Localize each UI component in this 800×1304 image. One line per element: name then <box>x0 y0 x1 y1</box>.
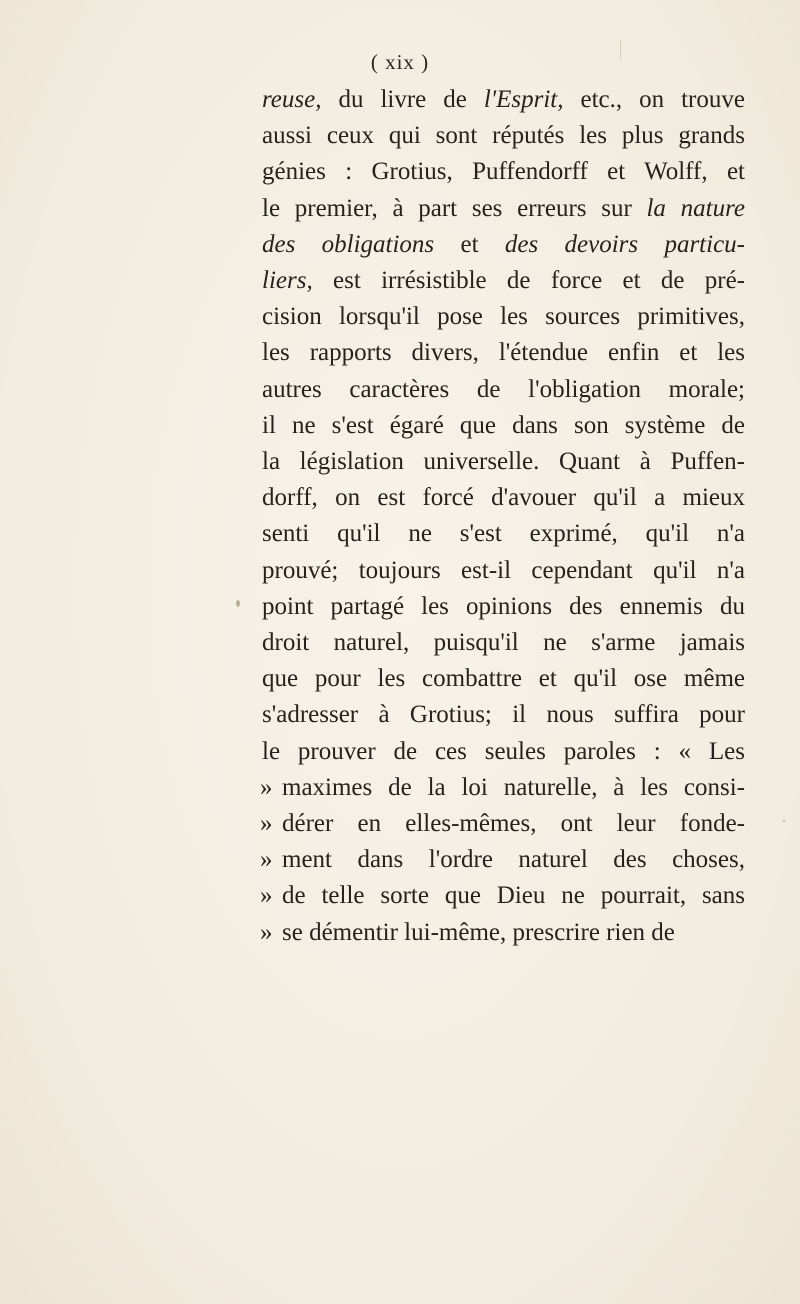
text-run: que pour les combattre et qu'il ose même <box>262 665 745 693</box>
text-line <box>262 625 745 661</box>
text-line <box>262 697 745 733</box>
text-line <box>262 842 745 878</box>
text-line <box>262 408 745 444</box>
text-run: senti qu'il ne s'est exprimé, qu'il n'a <box>262 520 745 548</box>
text-run: cision lorsqu'il pose les sources primitives, <box>262 303 745 331</box>
text-line <box>262 227 745 263</box>
text-line <box>262 661 745 697</box>
text-line <box>262 770 745 806</box>
text-run: autres caractères de l'obligation morale; <box>262 375 745 403</box>
text-line <box>262 444 745 480</box>
text-run: prouvé; toujours est-il cependant qu'il n'a <box>262 556 745 584</box>
text-run: est irrésistible de force et de pré- <box>312 267 745 295</box>
text-line <box>262 191 745 227</box>
text-line <box>262 299 745 335</box>
text-run: aussi ceux qui sont réputés les plus grands <box>262 122 745 150</box>
text-run: le premier, à part ses erreurs sur <box>262 194 647 222</box>
italic-text: la nature <box>646 194 745 222</box>
quote-mark: » <box>260 882 273 910</box>
ink-speck <box>620 40 621 60</box>
text-run: et <box>434 230 505 258</box>
text-line <box>262 806 745 842</box>
text-line <box>262 516 745 552</box>
text-run: ment dans l'ordre naturel des choses, <box>282 846 745 874</box>
text-run: les rapports divers, l'étendue enfin et les <box>262 339 745 367</box>
text-line <box>262 589 745 625</box>
text-run: dérer en elles-mêmes, ont leur fonde- <box>282 810 745 838</box>
ink-speck <box>236 600 240 607</box>
text-run: génies : Grotius, Puffendorff et Wolff, et <box>262 158 745 186</box>
text-line <box>262 480 745 516</box>
text-line <box>262 878 745 914</box>
text-line <box>262 372 745 408</box>
text-line <box>262 734 745 770</box>
text-run: droit naturel, puisqu'il ne s'arme jamais <box>262 629 745 657</box>
text-line <box>262 154 745 190</box>
italic-text: liers, <box>262 267 313 295</box>
text-run: se démentir lui-même, prescrire rien de <box>282 918 675 946</box>
text-line <box>262 915 745 951</box>
italic-text: des obligations <box>262 230 435 258</box>
text-run: le prouver de ces seules paroles : « Les <box>262 737 745 765</box>
italic-text: l'Esprit, <box>483 86 564 113</box>
text-run: s'adresser à Grotius; il nous suffira pour <box>262 701 745 729</box>
ink-speck <box>783 820 785 822</box>
text-run: maximes de la loi naturelle, à les consi- <box>282 773 745 801</box>
page-number: ( xix ) <box>370 50 430 74</box>
text-run: dorff, on est forcé d'avouer qu'il a mieux <box>262 484 745 512</box>
quote-mark: » <box>260 810 273 838</box>
text-line <box>262 118 745 154</box>
text-run: la législation universelle. Quant à Puffen- <box>262 448 745 476</box>
text-run: point partagé les opinions des ennemis du <box>262 592 745 620</box>
quote-mark: » <box>260 918 273 946</box>
text-line <box>262 82 745 118</box>
body-text <box>262 82 800 951</box>
text-line <box>262 553 745 589</box>
italic-text: des devoirs particu- <box>504 230 745 258</box>
text-run: de telle sorte que Dieu ne pourrait, sans <box>282 882 745 910</box>
text-run: etc., on trouve <box>563 86 745 113</box>
text-line <box>262 263 745 299</box>
quote-mark: » <box>260 846 273 874</box>
text-line <box>262 335 745 371</box>
italic-text: reuse, <box>262 86 322 113</box>
quote-mark: » <box>260 773 273 801</box>
text-run: il ne s'est égaré que dans son système de <box>262 411 745 439</box>
text-run: du livre de <box>321 86 484 113</box>
